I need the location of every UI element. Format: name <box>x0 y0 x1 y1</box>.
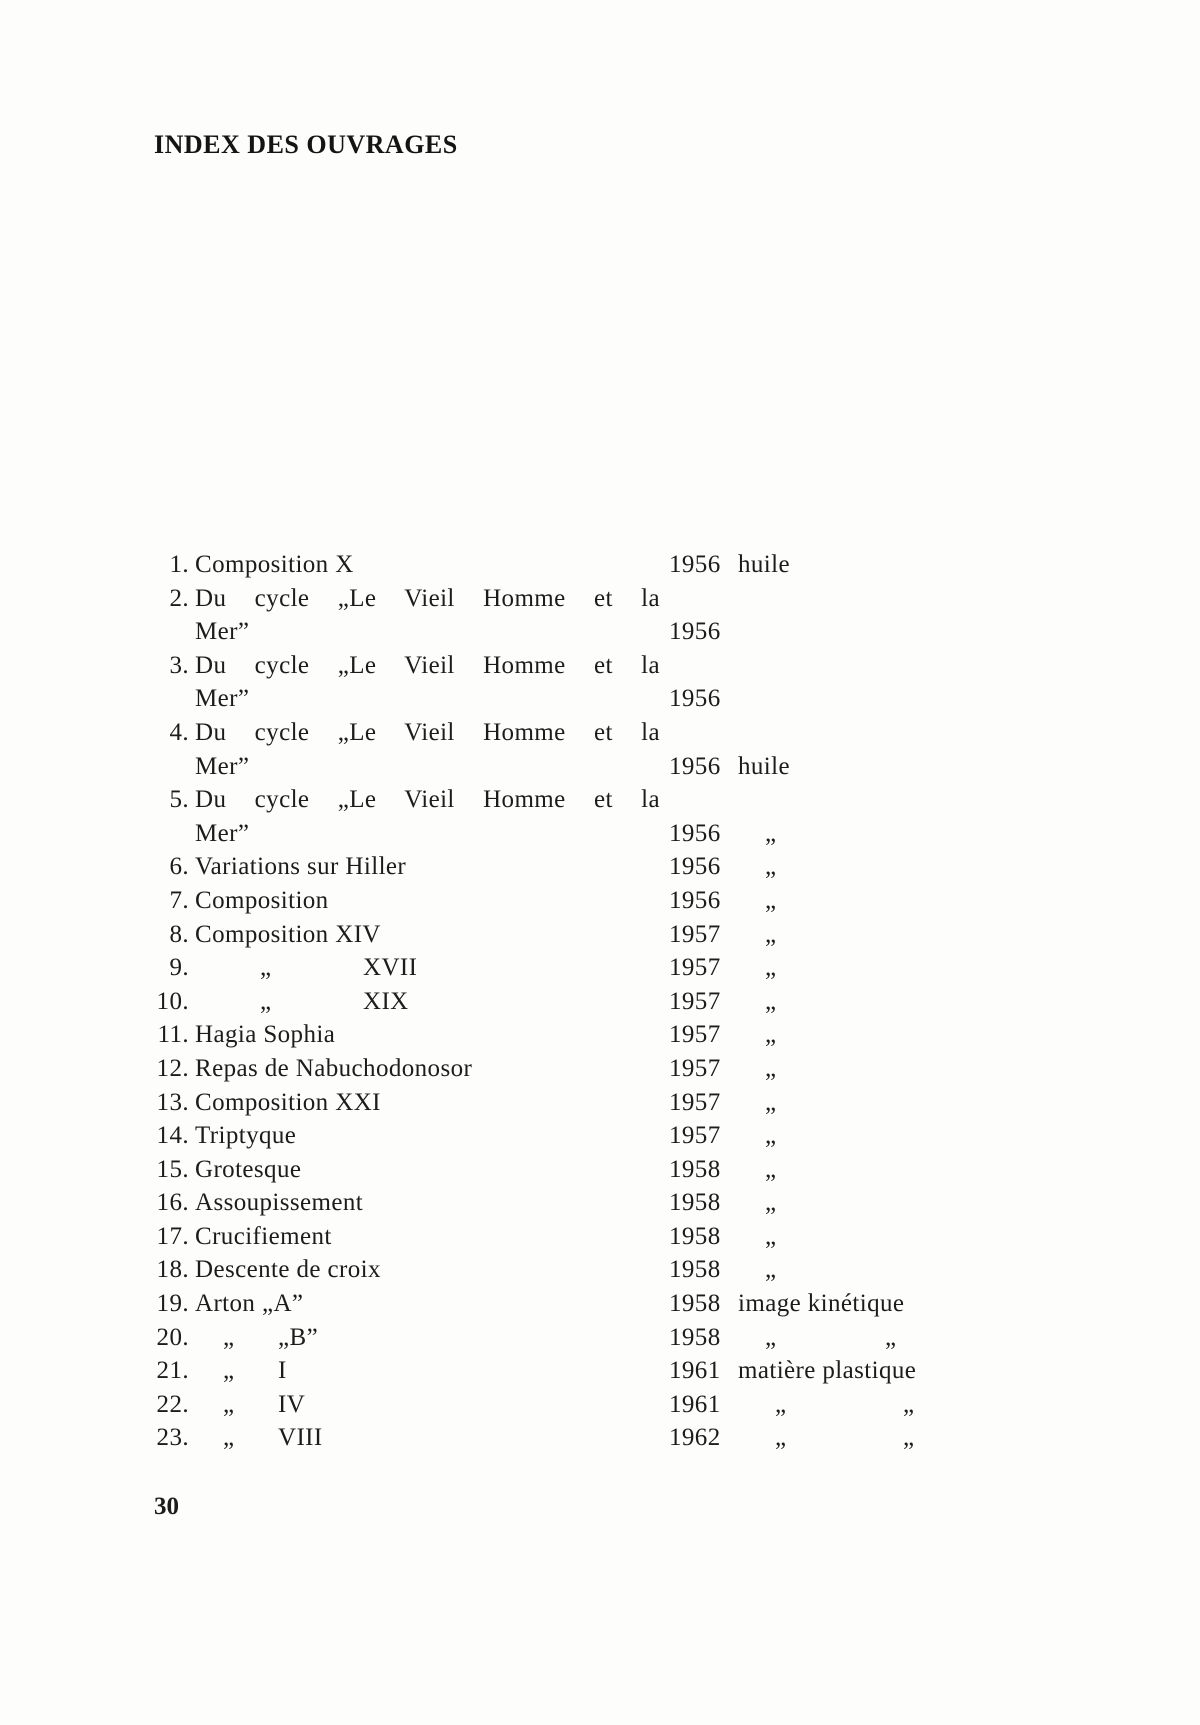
entry-year: 1956 <box>669 886 721 914</box>
entry-title: Hagia Sophia <box>195 1021 336 1049</box>
entry-title-ditto: „ <box>260 987 272 1015</box>
index-entry <box>145 548 1045 582</box>
entry-year: 1957 <box>669 1054 721 1082</box>
entry-year: 1956 <box>669 685 721 713</box>
entry-number: 3. <box>169 651 189 679</box>
index-entry <box>145 1253 1045 1287</box>
index-entry <box>145 783 1045 817</box>
entry-title: Assoupissement <box>195 1189 364 1217</box>
works-index <box>145 548 1045 1455</box>
index-entry <box>145 582 1045 616</box>
entry-medium: huile <box>738 752 790 780</box>
entry-title-ditto: „ <box>223 1357 235 1385</box>
entry-year: 1956 <box>669 551 721 578</box>
entry-title-ditto: „ <box>223 1424 235 1452</box>
entry-title: Du cycle „Le Vieil Homme et la <box>195 786 660 814</box>
entry-number: 20. <box>156 1323 189 1351</box>
entry-medium: image kinétique <box>738 1290 905 1318</box>
entry-title-continued: Mer” <box>195 685 250 713</box>
entry-number: 7. <box>169 886 189 914</box>
page-number: 30 <box>154 1493 179 1520</box>
entry-title: Descente de croix <box>195 1256 381 1284</box>
index-entry <box>145 918 1045 952</box>
entry-number: 17. <box>156 1222 189 1250</box>
entry-year: 1961 <box>669 1390 721 1418</box>
entry-title: Composition XIV <box>195 920 381 948</box>
entry-number: 15. <box>156 1155 189 1183</box>
entry-year: 1958 <box>669 1222 721 1250</box>
entry-medium-ditto: „ <box>765 1021 777 1049</box>
entry-medium-ditto: „ <box>765 1122 777 1150</box>
index-entry <box>145 951 1045 985</box>
entry-medium-ditto: „ <box>775 1390 787 1418</box>
entry-number: 21. <box>156 1357 189 1385</box>
entry-medium-ditto: „ <box>765 819 777 847</box>
index-entry <box>145 1388 1045 1422</box>
index-entry <box>145 1321 1045 1355</box>
entry-year: 1957 <box>669 987 721 1015</box>
page-heading: INDEX DES OUVRAGES <box>154 130 458 159</box>
entry-medium-ditto: „ <box>765 1222 777 1250</box>
entry-year: 1957 <box>669 954 721 982</box>
entry-title-suffix: „B” <box>278 1323 319 1351</box>
entry-medium-ditto: „ <box>885 1323 897 1351</box>
index-entry <box>145 1086 1045 1120</box>
entry-year: 1956 <box>669 618 721 646</box>
index-entry <box>145 1220 1045 1254</box>
entry-number: 1. <box>169 551 189 578</box>
index-entry <box>145 1354 1045 1388</box>
entry-number: 9. <box>169 954 189 982</box>
entry-medium-ditto: „ <box>765 1054 777 1082</box>
entry-title: Variations sur Hiller <box>195 853 407 881</box>
entry-medium: matière plastique <box>738 1357 917 1385</box>
entry-medium: huile <box>738 551 790 578</box>
entry-number: 10. <box>156 987 189 1015</box>
entry-title-ditto: „ <box>260 954 272 982</box>
entry-year: 1961 <box>669 1357 721 1385</box>
entry-number: 8. <box>169 920 189 948</box>
entry-number: 6. <box>169 853 189 881</box>
entry-year: 1958 <box>669 1323 721 1351</box>
entry-title-suffix: XIX <box>363 987 409 1015</box>
entry-medium-ditto: „ <box>765 1088 777 1116</box>
entry-number: 2. <box>169 584 189 612</box>
entry-title: Repas de Nabuchodonosor <box>195 1054 473 1082</box>
index-entry <box>145 850 1045 884</box>
entry-medium-ditto: „ <box>903 1424 915 1452</box>
entry-title: Composition X <box>195 551 354 578</box>
entry-year: 1956 <box>669 819 721 847</box>
entry-medium-ditto: „ <box>765 1155 777 1183</box>
entry-number: 16. <box>156 1189 189 1217</box>
entry-title-ditto: „ <box>223 1323 235 1351</box>
entry-medium-ditto: „ <box>765 954 777 982</box>
entry-title: Arton „A” <box>195 1290 304 1318</box>
entry-title: Du cycle „Le Vieil Homme et la <box>195 718 660 746</box>
entry-title-continued: Mer” <box>195 618 250 646</box>
entry-year: 1958 <box>669 1256 721 1284</box>
entry-title-suffix: I <box>278 1357 287 1385</box>
entry-year: 1958 <box>669 1155 721 1183</box>
entry-number: 19. <box>156 1290 189 1318</box>
index-entry <box>145 1052 1045 1086</box>
entry-number: 14. <box>156 1122 189 1150</box>
index-entry <box>145 1153 1045 1187</box>
entry-medium-ditto: „ <box>765 886 777 914</box>
entry-medium-ditto: „ <box>903 1390 915 1418</box>
entry-title: Composition XXI <box>195 1088 381 1116</box>
entry-number: 22. <box>156 1390 189 1418</box>
index-entry <box>145 1287 1045 1321</box>
entry-title: Composition <box>195 886 329 914</box>
index-entry <box>145 649 1045 683</box>
index-entry <box>145 1186 1045 1220</box>
index-entry <box>145 985 1045 1019</box>
entry-number: 4. <box>169 718 189 746</box>
entry-number: 11. <box>157 1021 189 1049</box>
entry-number: 23. <box>156 1424 189 1452</box>
index-entry <box>145 716 1045 750</box>
entry-title: Du cycle „Le Vieil Homme et la <box>195 584 660 612</box>
entry-medium-ditto: „ <box>775 1424 787 1452</box>
entry-title: Grotesque <box>195 1155 302 1183</box>
entry-year: 1957 <box>669 1122 721 1150</box>
entry-year: 1957 <box>669 920 721 948</box>
entry-title-continued: Mer” <box>195 752 250 780</box>
entry-number: 18. <box>156 1256 189 1284</box>
entry-number: 5. <box>169 786 189 814</box>
entry-title: Crucifiement <box>195 1222 332 1250</box>
entry-medium-ditto: „ <box>765 1256 777 1284</box>
entry-title: Triptyque <box>195 1122 297 1150</box>
entry-year: 1956 <box>669 853 721 881</box>
entry-medium-ditto: „ <box>765 853 777 881</box>
entry-title-continued: Mer” <box>195 819 250 847</box>
entry-title-ditto: „ <box>223 1390 235 1418</box>
entry-title: Du cycle „Le Vieil Homme et la <box>195 651 660 679</box>
entry-medium-ditto: „ <box>765 1323 777 1351</box>
entry-medium-ditto: „ <box>765 920 777 948</box>
index-entry-continuation <box>145 750 1045 784</box>
index-entry-continuation <box>145 615 1045 649</box>
entry-year: 1958 <box>669 1290 721 1318</box>
entry-year: 1958 <box>669 1189 721 1217</box>
entry-title-suffix: XVII <box>363 954 418 982</box>
entry-year: 1956 <box>669 752 721 780</box>
entry-medium-ditto: „ <box>765 1189 777 1217</box>
index-entry-continuation <box>145 682 1045 716</box>
entry-number: 12. <box>156 1054 189 1082</box>
entry-title-suffix: IV <box>278 1390 306 1418</box>
index-entry-continuation <box>145 817 1045 851</box>
entry-number: 13. <box>156 1088 189 1116</box>
entry-year: 1962 <box>669 1424 721 1452</box>
entry-year: 1957 <box>669 1021 721 1049</box>
index-entry <box>145 884 1045 918</box>
index-entry <box>145 1421 1045 1455</box>
entry-year: 1957 <box>669 1088 721 1116</box>
entry-medium-ditto: „ <box>765 987 777 1015</box>
index-entry <box>145 1018 1045 1052</box>
entry-title-suffix: VIII <box>278 1424 323 1452</box>
index-entry <box>145 1119 1045 1153</box>
